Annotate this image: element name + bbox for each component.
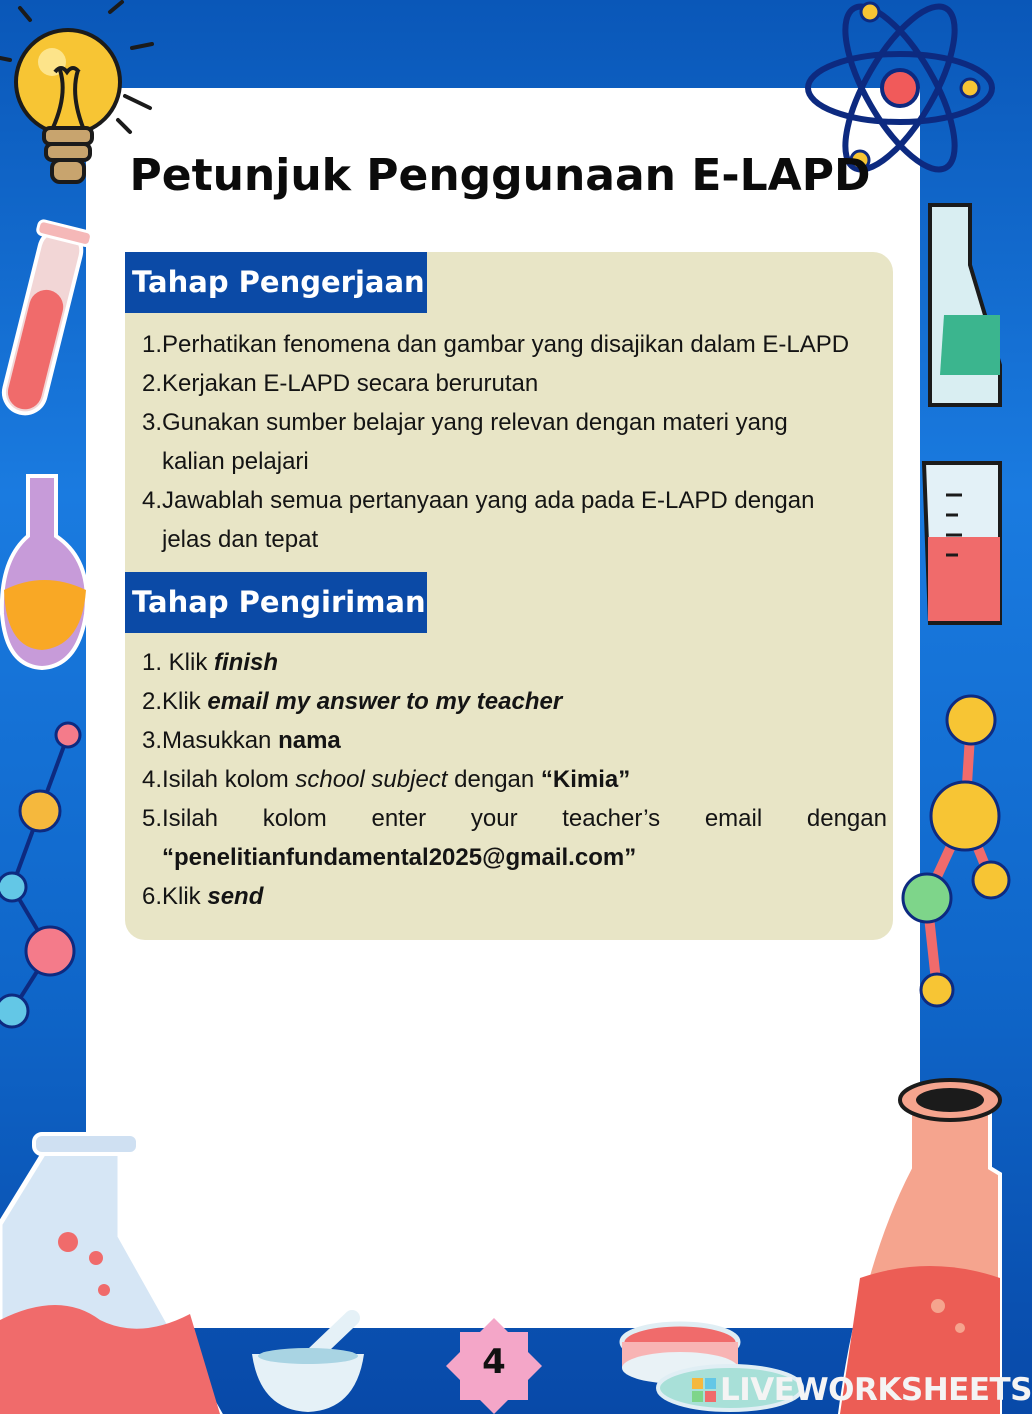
nama-keyword: nama: [278, 727, 341, 754]
list-item: 5. Isilah kolom enter your teacher’s email dengan “penelitianfundamental2025@gmail.com”: [125, 799, 893, 877]
mortar-pestle-icon: [248, 1312, 368, 1414]
list-item: 4. Jawablah semua pertanyaan yang ada pada E-LAPD dengan jelas dan tepat: [141, 487, 815, 553]
page-title: Petunjuk Penggunaan E-LAPD: [129, 150, 871, 201]
pengerjaan-list: [125, 325, 893, 559]
justified-line: Isilah kolom enter your teacher’s email dengan: [162, 805, 887, 832]
erlenmeyer-flask-icon: [920, 195, 1000, 415]
send-keyword: send: [207, 883, 264, 910]
section-heading-pengiriman: Tahap Pengiriman: [125, 572, 427, 633]
list-item: 1. Perhatikan fenomena dan gambar yang disajikan dalam E-LAPD: [141, 331, 850, 358]
test-tube-icon: [0, 220, 90, 420]
list-item: 2. Klik email my answer to my teacher: [141, 688, 563, 715]
erlenmeyer-flask-icon: [0, 1130, 240, 1414]
erlenmeyer-flask-icon: [840, 1078, 1000, 1414]
pengiriman-list: [125, 643, 893, 916]
beaker-icon: [918, 455, 1000, 630]
liveworksheets-brand[interactable]: LIVEWORKSHEETS: [720, 1372, 1032, 1408]
list-item: 3. Gunakan sumber belajar yang relevan dengan materi yang kalian pelajari: [141, 409, 788, 475]
molecule-icon: [0, 715, 90, 1035]
list-item: 6. Klik send: [141, 883, 264, 910]
list-item: 2. Kerjakan E-LAPD secara berurutan: [141, 370, 539, 397]
email-answer-keyword: email my answer to my teacher: [207, 688, 563, 715]
list-item: 1. Klik finish: [141, 649, 279, 676]
finish-keyword: finish: [214, 649, 279, 676]
round-flask-icon: [0, 470, 90, 670]
liveworksheets-logo-icon: [692, 1378, 716, 1402]
list-item: 3. Masukkan nama: [141, 727, 341, 754]
list-item: 4. Isilah kolom school subject dengan “Kimia”: [141, 766, 631, 793]
school-subject-keyword: school subject: [295, 766, 448, 793]
kimia-keyword: “Kimia”: [540, 766, 631, 793]
page-number: 4: [482, 1342, 506, 1382]
molecule-icon: [905, 690, 1000, 1030]
section-heading-pengerjaan: Tahap Pengerjaan: [125, 252, 427, 313]
teacher-email-address: “penelitianfundamental2025@gmail.com”: [162, 844, 637, 871]
